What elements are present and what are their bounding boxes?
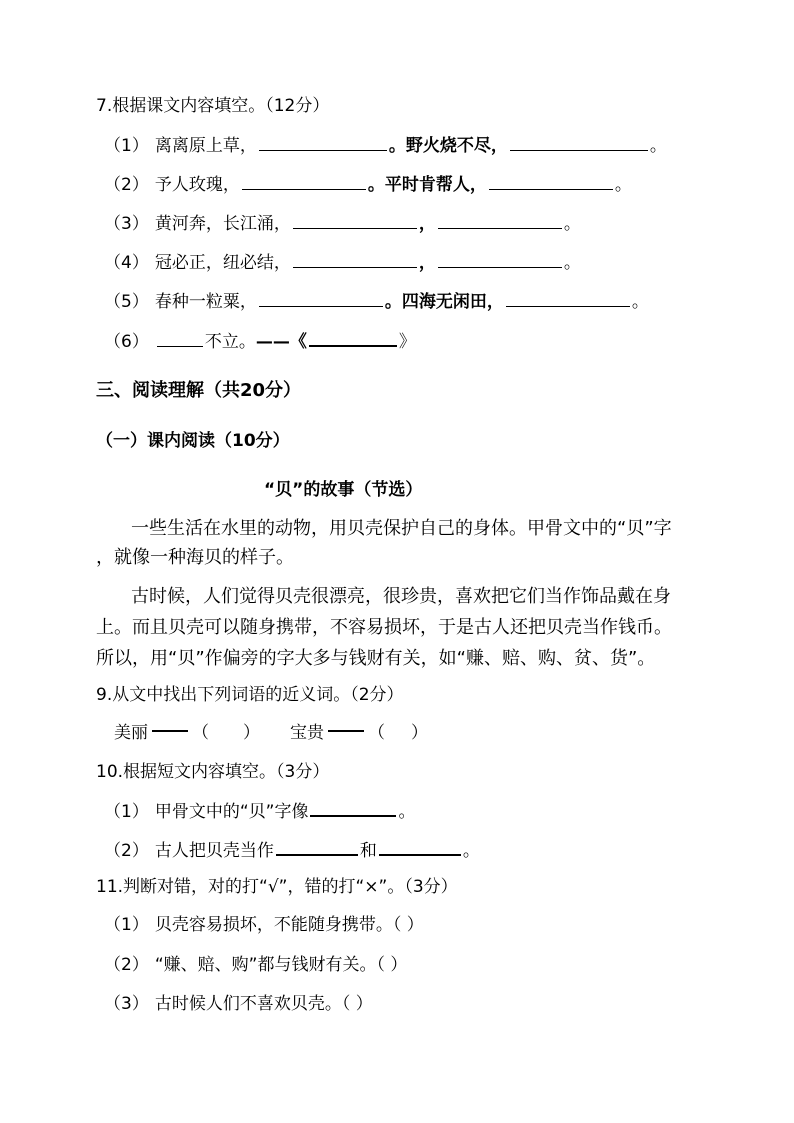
item-text-bold: 。野火烧不尽， (388, 136, 508, 156)
paren-open: （ (192, 723, 209, 743)
item-text[interactable]: 古时候人们不喜欢贝壳。（ ） (154, 994, 373, 1014)
item-text-bold: ， (418, 214, 436, 234)
q7-item-1 (104, 134, 667, 157)
item-number: （2） (104, 175, 149, 195)
answer-blank[interactable] (379, 838, 461, 856)
q11-item-2 (104, 954, 407, 976)
item-number: （4） (104, 253, 149, 273)
part-title: （一）课内阅读（10分） (96, 431, 290, 451)
section-title: 三、阅读理解（共20分） (96, 380, 302, 401)
answer-blank[interactable] (510, 134, 648, 151)
answer-blank[interactable] (438, 251, 562, 268)
item-number: （5） (104, 292, 149, 312)
paren-close: ） (243, 723, 260, 743)
item-text-bold: 。四海无闲田， (384, 292, 504, 312)
q10-title: 10.根据短文内容填空。（3分） (96, 762, 330, 782)
dash (328, 730, 364, 732)
item-end: 。 (398, 802, 416, 822)
item-text[interactable]: “赚、赔、购”都与钱财有关。（ ） (154, 955, 408, 975)
item-number: （3） (104, 994, 149, 1014)
q10-item-1 (104, 799, 415, 823)
q7-item-4 (104, 251, 581, 274)
q11-item-3 (104, 993, 373, 1015)
item-end: 。 (462, 841, 480, 861)
item-text: 离离原上草， (154, 136, 257, 156)
item-number: （2） (104, 955, 149, 975)
item-text: 予人玫瑰， (154, 175, 240, 195)
item-end: 。 (563, 214, 581, 234)
item-end: 。 (631, 292, 649, 312)
item-number: （1） (104, 136, 149, 156)
item-end: 。 (649, 136, 667, 156)
item-text: 甲骨文中的“贝”字像 (154, 802, 309, 822)
item-end: 》 (398, 332, 416, 352)
item-text: 不立。 (204, 332, 256, 352)
paren-close: ） (411, 723, 428, 743)
item-number: （2） (104, 841, 149, 861)
word: 美丽 (114, 723, 148, 743)
answer-blank[interactable] (293, 212, 417, 229)
source-dash: ——《 (255, 332, 307, 352)
item-number: （3） (104, 214, 149, 234)
article-paragraph-line: 所以，用“贝”作偏旁的字大多与钱财有关，如“赚、赔、购、贫、货”。 (96, 648, 656, 669)
item-text: 和 (359, 841, 377, 861)
word: 宝贵 (290, 723, 324, 743)
answer-blank[interactable] (293, 251, 417, 268)
q9-title: 9.从文中找出下列词语的近义词。（2分） (96, 685, 404, 705)
answer-blank[interactable] (157, 330, 203, 347)
q11-title: 11.判断对错，对的打“√”，错的打“×”。（3分） (96, 877, 458, 897)
q7-item-2 (104, 173, 632, 196)
article-paragraph-line: 上。而且贝壳可以随身携带，不容易损坏，于是古人还把贝壳当作钱币。 (96, 617, 672, 638)
q7-item-5 (104, 290, 649, 313)
item-text-bold: ， (418, 253, 436, 273)
item-text-bold: 。平时肯帮人， (367, 175, 487, 195)
q10-item-2 (104, 838, 480, 862)
article-paragraph-line: 一些生活在水里的动物，用贝壳保护自己的身体。甲骨文中的“贝”字 (131, 518, 672, 539)
item-number: （6） (104, 332, 149, 352)
q7-item-6 (104, 329, 416, 353)
answer-blank[interactable] (309, 329, 397, 347)
dash (152, 730, 188, 732)
q11-item-1 (104, 914, 424, 936)
q7-title: 7.根据课文内容填空。（12分） (96, 96, 330, 116)
answer-blank[interactable] (489, 173, 613, 190)
item-end: 。 (563, 253, 581, 273)
item-text[interactable]: 贝壳容易损坏，不能随身携带。（ ） (154, 915, 424, 935)
q7-item-3 (104, 212, 581, 235)
answer-blank[interactable] (276, 838, 358, 856)
item-end: 。 (614, 175, 632, 195)
answer-blank[interactable] (310, 799, 396, 817)
item-text: 黄河奔，长江涌， (154, 214, 291, 234)
q9-answer-row (114, 722, 428, 744)
item-text: 春种一粒粟， (154, 292, 257, 312)
item-number: （1） (104, 802, 149, 822)
item-text: 冠必正，纽必结， (154, 253, 291, 273)
item-text: 古人把贝壳当作 (154, 841, 274, 861)
answer-blank[interactable] (259, 290, 383, 307)
article-paragraph-line: ，就像一种海贝的样子。 (96, 547, 294, 568)
answer-blank[interactable] (259, 134, 387, 151)
answer-blank[interactable] (506, 290, 630, 307)
item-number: （1） (104, 915, 149, 935)
article-title: “贝”的故事（节选） (264, 480, 423, 500)
answer-blank[interactable] (242, 173, 366, 190)
answer-blank[interactable] (438, 212, 562, 229)
article-paragraph-line: 古时候，人们觉得贝壳很漂亮，很珍贵，喜欢把它们当作饰品戴在身 (131, 586, 671, 607)
paren-open: （ (368, 723, 385, 743)
